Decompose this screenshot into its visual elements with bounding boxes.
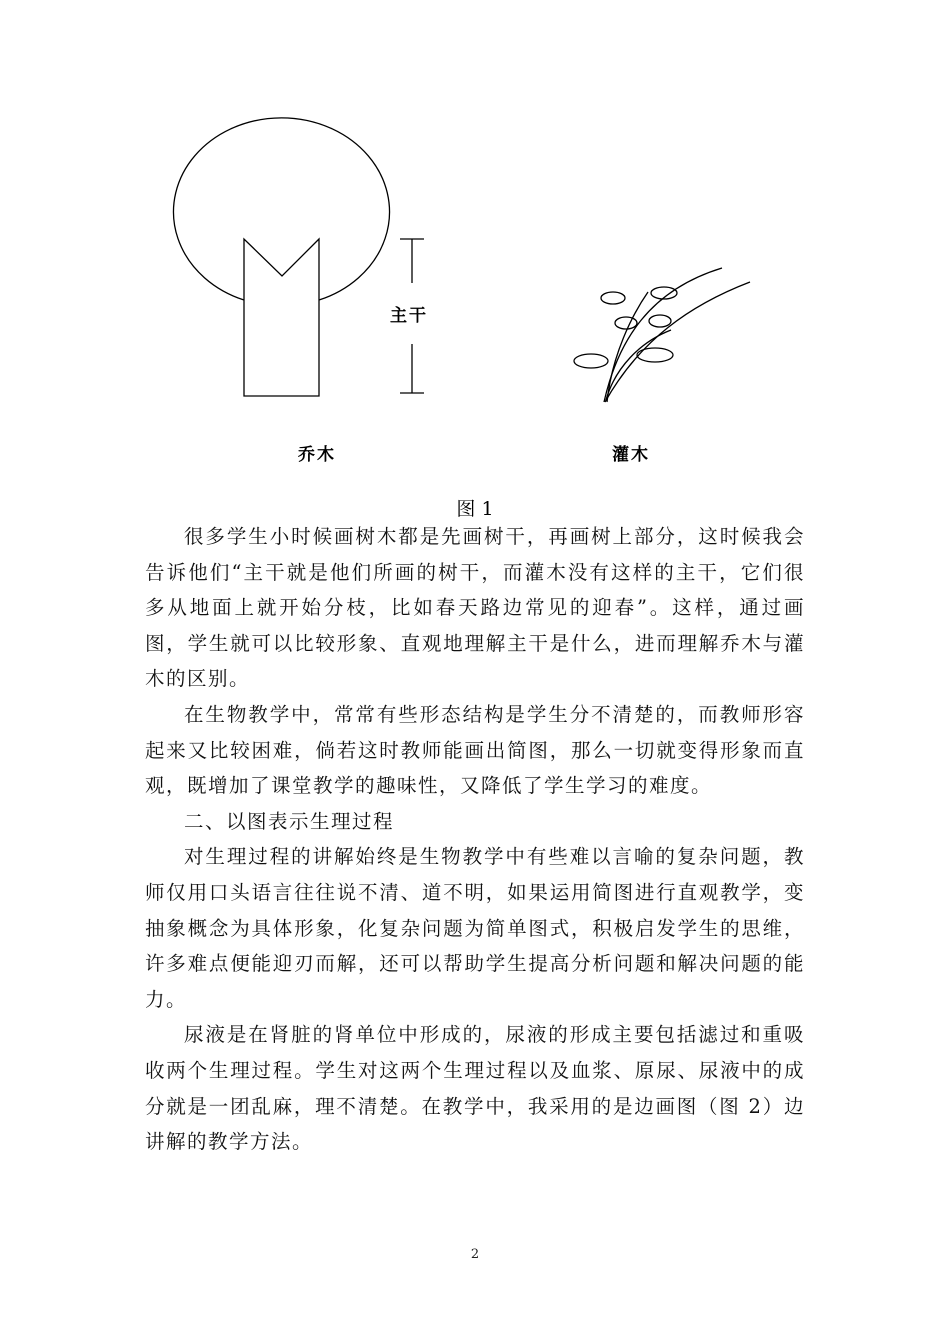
paragraph: 对生理过程的讲解始终是生物教学中有些难以言喻的复杂问题，教师仅用口头语言往往说不清、道不明，如果运用简图进行直观教学，变抽象概念为具体形象，化复杂问题为简单图式，积极启发学生的思维，许多难点便能迎刃而解，还可以帮助学生提高分析问题和解决问题的能力。 (145, 845, 805, 1011)
shrub-leaf (601, 292, 625, 304)
page-number: 2 (470, 1247, 480, 1262)
body-text (145, 519, 805, 1160)
tree-drawing (174, 118, 390, 396)
tree-trunk (244, 239, 319, 396)
shrub-leaf (574, 354, 608, 368)
paragraph: 尿液是在肾脏的肾单位中形成的，尿液的形成主要包括滤过和重吸收两个生理过程。学生对这两个生理过程以及血浆、原尿、尿液中的成分就是一团乱麻，理不清楚。在教学中，我采用的是边画图（图 2）边讲解的教学方法。 (145, 1023, 805, 1154)
tree-label: 乔木 (298, 445, 336, 465)
shrub-leaf (637, 348, 673, 362)
figure-caption: 图 1 (456, 498, 494, 520)
paragraph: 在生物教学中，常常有些形态结构是学生分不清楚的，而教师形容起来又比较困难，倘若这时教师能画出简图，那么一切就变得形象而直观，既增加了课堂教学的趣味性，又降低了学生学习的难度。 (145, 702, 805, 798)
shrub-branch (604, 268, 722, 402)
figure-1 (0, 0, 950, 500)
shrub-leaf (649, 315, 671, 327)
shrub-leaf (615, 317, 637, 329)
shrub-label: 灌木 (612, 445, 650, 465)
shrub-drawing (574, 268, 750, 402)
section-heading: 二、以图表示生理过程 (184, 809, 395, 833)
tree-canopy (174, 118, 390, 300)
tree-shrub-diagram (0, 0, 950, 500)
main-trunk-label: 主干 (390, 306, 428, 326)
paragraph: 很多学生小时候画树木都是先画树干，再画树上部分，这时候我会告诉他们“主干就是他们所画的树干，而灌木没有这样的主干，它们很多从地面上就开始分枝，比如春天路边常见的迎春”。这样，通过画图，学生就可以比较形象、直观地理解主干是什么，进而理解乔木与灌木的区别。 (145, 525, 805, 691)
